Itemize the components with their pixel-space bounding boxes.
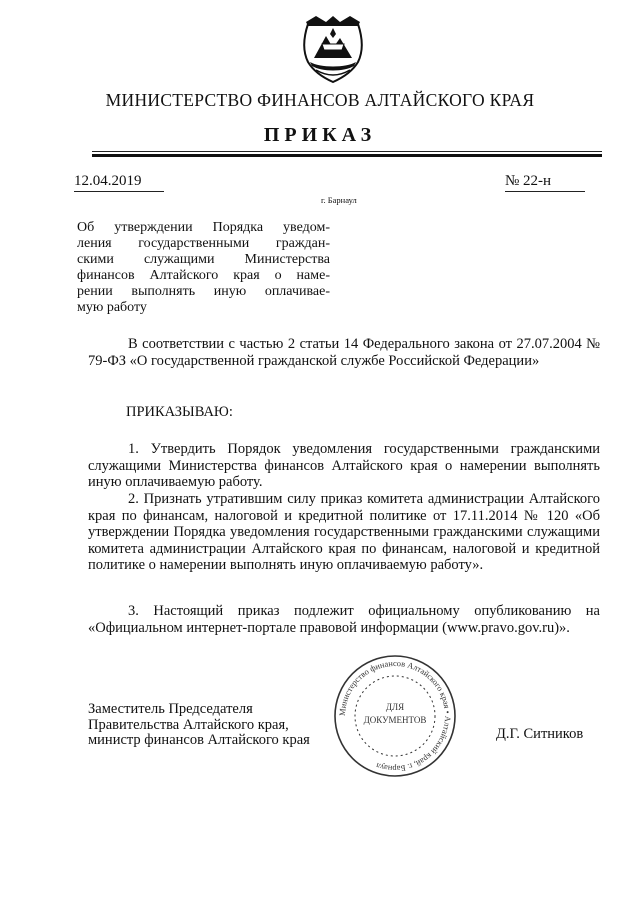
legal-basis-paragraph: В соответствии с частью 2 статьи 14 Федерального закона от 27.07.2004 № 79-ФЗ «О государственной гражданской службе Российской Федерации» — [88, 336, 600, 369]
decree-heading: ПРИКАЗЫВАЮ: — [126, 404, 233, 420]
signatory-position-line: Правительства Алтайского края, — [88, 716, 289, 733]
signatory-name: Д.Г. Ситников — [496, 726, 584, 742]
header-rule-thick — [92, 154, 602, 157]
subject-line: мую работу — [77, 300, 147, 315]
official-stamp — [331, 652, 459, 780]
order-city: г. Барнаул — [321, 195, 357, 205]
ministry-name: МИНИСТЕРСТВО ФИНАНСОВ АЛТАЙСКОГО КРАЯ — [105, 90, 535, 110]
order-date: 12.04.2019 — [74, 173, 164, 192]
signatory-position-line: министр финансов Алтайского края — [88, 732, 310, 748]
subject-line: ления государственными граждан- — [77, 236, 330, 251]
stamp-center-line-1: ДЛЯ — [385, 702, 405, 712]
order-item-1: 1. Утвердить Порядок уведомления государственными гражданскими служащими Министерства финансов Алтайского края о намерении выполнять иную оплачиваемую работу. — [88, 441, 600, 490]
order-item-2: 2. Признать утратившим силу приказ комитета администрации Алтайского края по финансам, налоговой и кредитной политике от 17.11.2014 № 120 «Об утверждении Порядка уведомления государственными гражданскими служащими комитета администрации Алтайского края по финансам, налоговой и кредитной политике о намерении выполнять иную оплачиваемую работу». — [88, 491, 600, 573]
subject-line: финансов Алтайского края о наме- — [77, 268, 330, 283]
signatory-position-line: Заместитель Председателя — [88, 701, 253, 717]
subject-line: рении выполнять иную оплачивае- — [77, 284, 330, 299]
stamp-ring-text: Министерство финансов Алтайского края • Алтайский край, г. Барнаул — [337, 658, 453, 774]
order-number: № 22-н — [505, 173, 585, 192]
order-subject — [77, 220, 330, 316]
header-rule-thin — [92, 151, 602, 152]
subject-line: Об утверждении Порядка уведом- — [77, 220, 330, 235]
document-type-title: ПРИКАЗ — [263, 124, 377, 146]
signatory-position — [88, 702, 310, 749]
altai-krai-coat-of-arms-icon — [296, 14, 370, 86]
stamp-center-line-2: ДОКУМЕНТОВ — [363, 715, 427, 725]
order-item-3: 3. Настоящий приказ подлежит официальному опубликованию на «Официальном интернет-портале правовой информации (www.pravo.gov.ru)». — [88, 603, 600, 636]
subject-line: скими служащими Министерства — [77, 252, 330, 267]
